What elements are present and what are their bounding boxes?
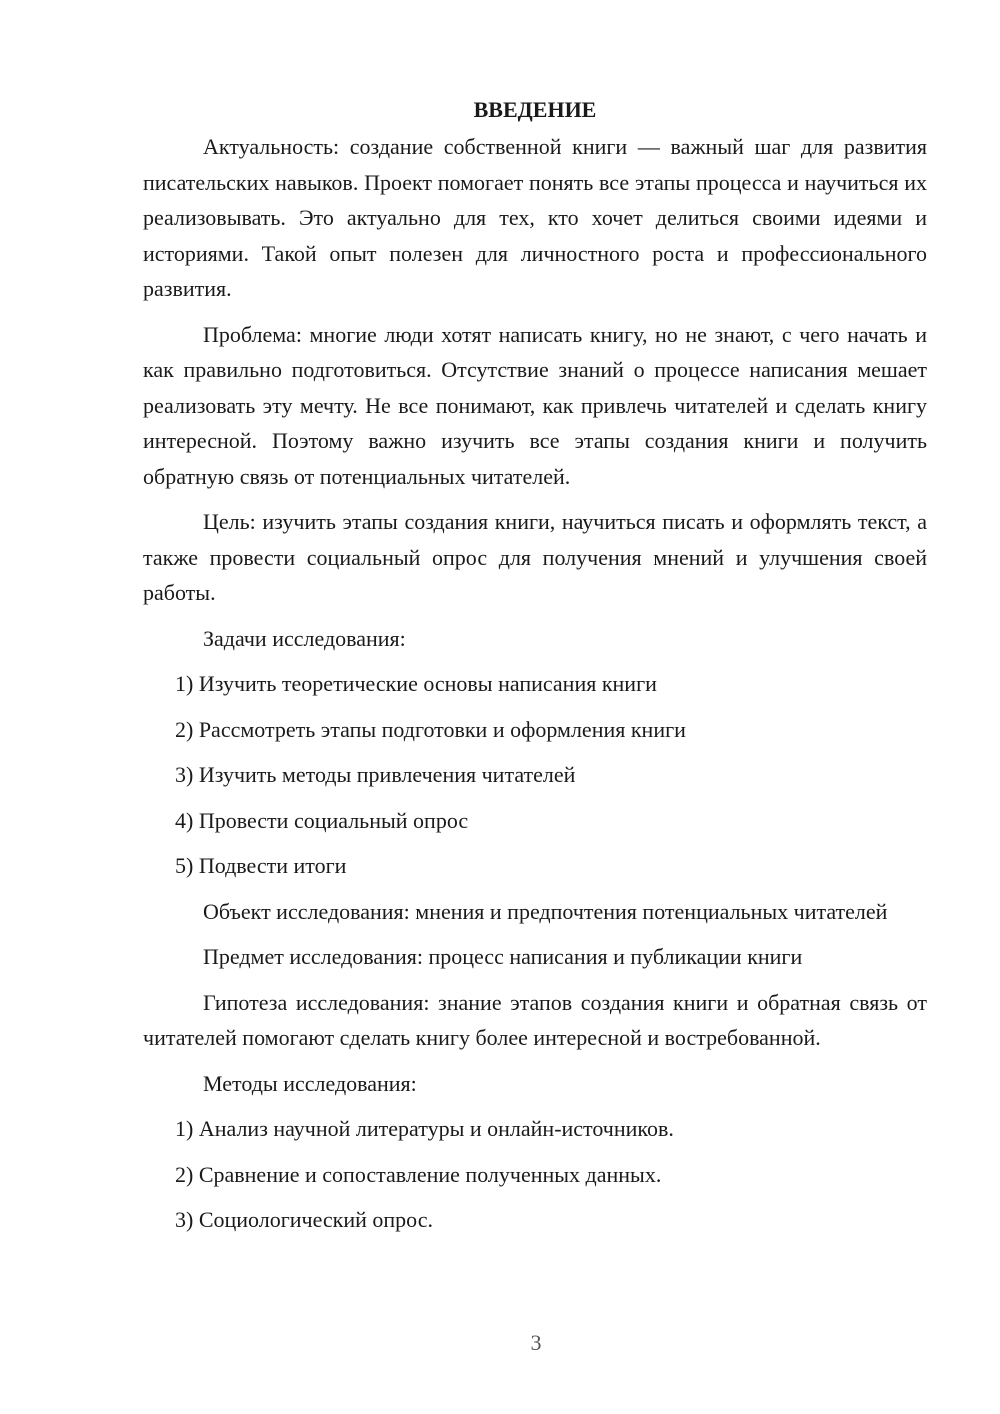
method-item: 3) Социологический опрос. <box>175 1207 433 1232</box>
task-item: 1) Изучить теоретические основы написания книги <box>175 671 657 696</box>
task-item: 4) Провести социальный опрос <box>175 807 469 833</box>
methods-heading: Методы исследования: <box>203 1070 417 1096</box>
goal-paragraph: Цель: изучить этапы создания книги, научиться писать и оформлять текст, а также провести социальный опрос для получения мнений и улучшения своей работы. <box>143 509 927 605</box>
tasks-list <box>143 666 927 884</box>
subject-paragraph: Предмет исследования: процесс написания и публикации книги <box>203 944 803 969</box>
hypothesis-paragraph: Гипотеза исследования: знание этапов создания книги и обратная связь от читателей помогают сделать книгу более интересной и востребованной. <box>143 989 927 1050</box>
task-item: 2) Рассмотреть этапы подготовки и оформления книги <box>175 716 686 742</box>
page-content <box>143 92 927 1248</box>
task-item: 5) Подвести итоги <box>175 853 347 878</box>
object-paragraph: Объект исследования: мнения и предпочтения потенциальных читателей <box>203 898 888 924</box>
page-number: 3 <box>530 1330 542 1355</box>
page-title: ВВЕДЕНИЕ <box>473 97 597 122</box>
tasks-heading: Задачи исследования: <box>203 625 406 651</box>
method-item: 2) Сравнение и сопоставление полученных данных. <box>175 1161 662 1187</box>
method-item: 1) Анализ научной литературы и онлайн-источников. <box>175 1116 674 1141</box>
relevance-paragraph: Актуальность: создание собственной книги — важный шаг для развития писательских навыков. Проект помогает понять все этапы процесса и научиться их реализовывать. Это актуально для тех, кто хочет делиться своими идеями и историями. Такой опыт полезен для личностного роста и профессионального развития. <box>143 134 927 301</box>
problem-paragraph: Проблема: многие люди хотят написать книгу, но не знают, с чего начать и как правильно подготовиться. Отсутствие знаний о процессе написания мешает реализовать эту мечту. Не все понимают, как привлечь читателей и сделать книгу интересной. Поэтому важно изучить все этапы создания книги и получить обратную связь от потенциальных читателей. <box>143 321 927 489</box>
methods-list <box>143 1111 927 1238</box>
task-item: 3) Изучить методы привлечения читателей <box>175 762 576 787</box>
